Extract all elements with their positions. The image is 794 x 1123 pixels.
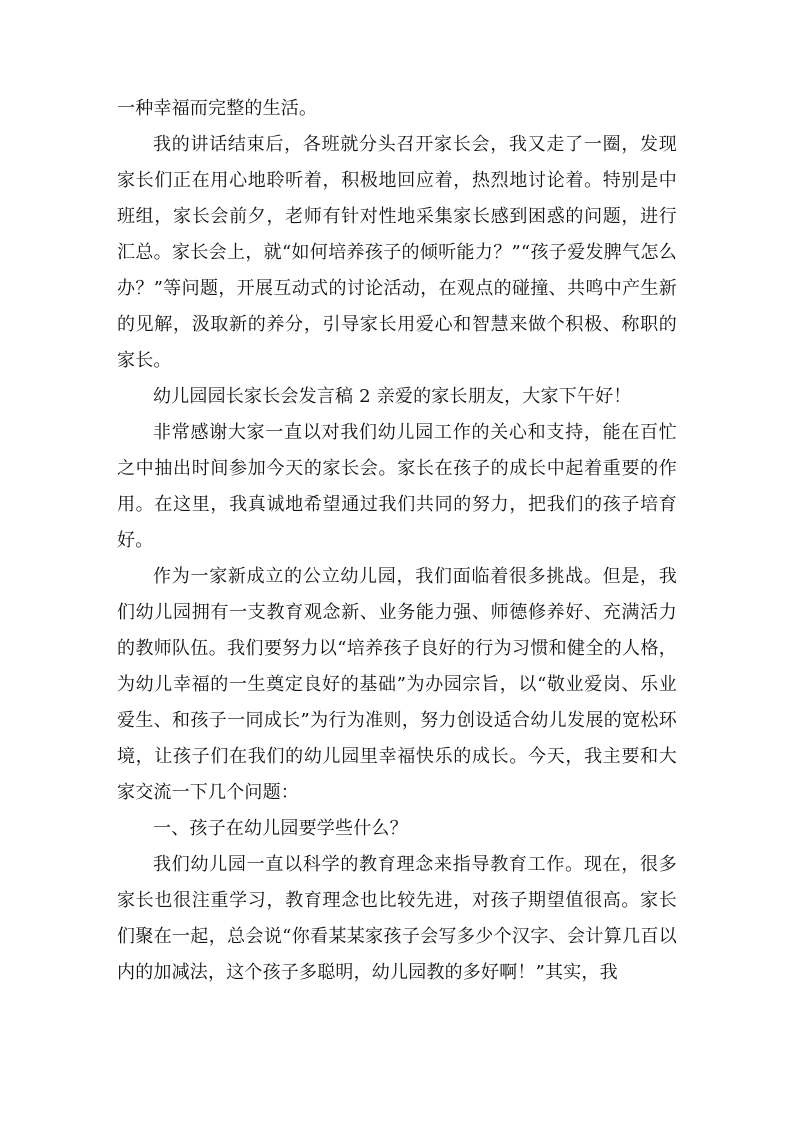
- document-body: [117, 91, 677, 991]
- paragraph-continuation: 一种幸福而完整的生活。: [117, 98, 318, 119]
- section-heading-what-to-learn: 一、孩子在幼儿园要学些什么？: [153, 818, 408, 839]
- paragraph-kindergarten-intro: 作为一家新成立的公立幼儿园，我们面临着很多挑战。但是，我们幼儿园拥有一支教育观念新、业务能力强、师德修养好、充满活力的教师队伍。我们要努力以“培养孩子良好的行为习惯和健全的人格，为幼儿幸福的一生奠定良好的基础”为办园宗旨，以“敬业爱岗、乐业爱生、和孩子一同成长”为行为准则，努力创设适合幼儿发展的宽松环境，让孩子们在我们的幼儿园里幸福快乐的成长。今天，我主要和大家交流一下几个问题：: [117, 566, 677, 803]
- paragraph-thanks: 非常感谢大家一直以对我们幼儿园工作的关心和支持，能在百忙之中抽出时间参加今天的家长会。家长在孩子的成长中起着重要的作用。在这里，我真诚地希望通过我们共同的努力，把我们的孩子培育好。: [117, 422, 677, 551]
- paragraph-education-philosophy: 我们幼儿园一直以科学的教育理念来指导教育工作。现在，很多家长也很注重学习，教育理念也比较先进，对孩子期望值很高。家长们聚在一起，总会说“你看某某家孩子会写多少个汉字、会计算几百以内的加减法，这个孩子多聪明，幼儿园教的多好啊！”其实，我: [117, 854, 677, 983]
- paragraph-parent-meeting-observation: 我的讲话结束后，各班就分头召开家长会，我又走了一圈，发现家长们正在用心地聆听着，积极地回应着，热烈地讨论着。特别是中班组，家长会前夕，老师有针对性地采集家长感到困惑的问题，进行汇总。家长会上，就“如何培养孩子的倾听能力？”“孩子爱发脾气怎么办？”等问题，开展互动式的讨论活动，在观点的碰撞、共鸣中产生新的见解，汲取新的养分，引导家长用爱心和智慧来做个积极、称职的家长。: [117, 134, 677, 371]
- paragraph-speech-title: 幼儿园园长家长会发言稿 2 亲爱的家长朋友，大家下午好！: [153, 386, 632, 407]
